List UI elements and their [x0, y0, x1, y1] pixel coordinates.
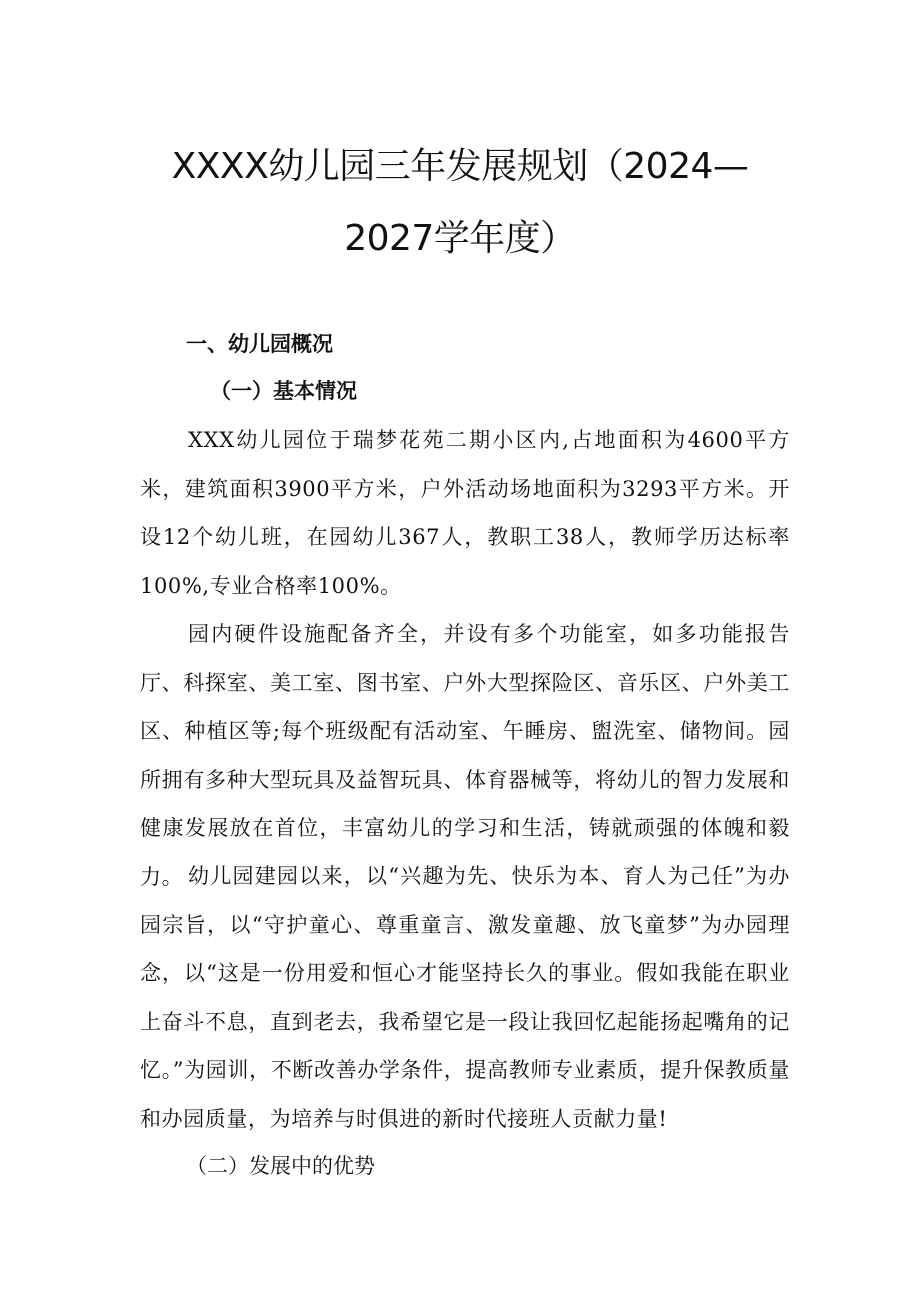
section-heading-overview: 一、幼儿园概况 [186, 332, 333, 356]
paragraph-facilities: 园内硬件设施配备齐全，并设有多个功能室，如多功能报告厅、科探室、美工室、图书室、户外大型探险区、音乐区、户外美工区、种植区等;每个班级配有活动室、午睡房、盥洗室、储物间。园所拥有多种大型玩具及益智玩具、体育器械等，将幼儿的智力发展和健康发展放在首位，丰富幼儿的学习和生活，铸就顽强的体魄和毅力。 [140, 622, 790, 889]
paragraph-basic-info: XXX幼儿园位于瑞梦花苑二期小区内,占地面积为4600平方米，建筑面积3900平方米，户外活动场地面积为3293平方米。开设12个幼儿班，在园幼儿367人，教职工38人，教师学历达标率100%,专业合格率100%。 [140, 428, 790, 598]
document-title-line-1: XXXX幼儿园三年发展规划（2024— [171, 146, 749, 187]
paragraph-mission: 幼儿园建园以来，以“兴趣为先、快乐为本、育人为己任”为办园宗旨，以“守护童心、尊重童言、激发童趣、放飞童梦”为办园理念，以“这是一份用爱和恒心才能坚持长久的事业。假如我能在职业上奋斗不息，直到老去，我希望它是一段让我回忆起能扬起嘴角的记忆。”为园训，不断改善办学条件，提高教师专业素质，提升保教质量和办园质量，为培养与时俱进的新时代接班人贡献力量! [140, 864, 790, 1131]
subsection-heading-basic-info: （一）基本情况 [210, 379, 357, 403]
document-title-line-2: 2027学年度） [344, 218, 576, 259]
subsection-heading-advantages: （二）发展中的优势 [186, 1154, 375, 1178]
